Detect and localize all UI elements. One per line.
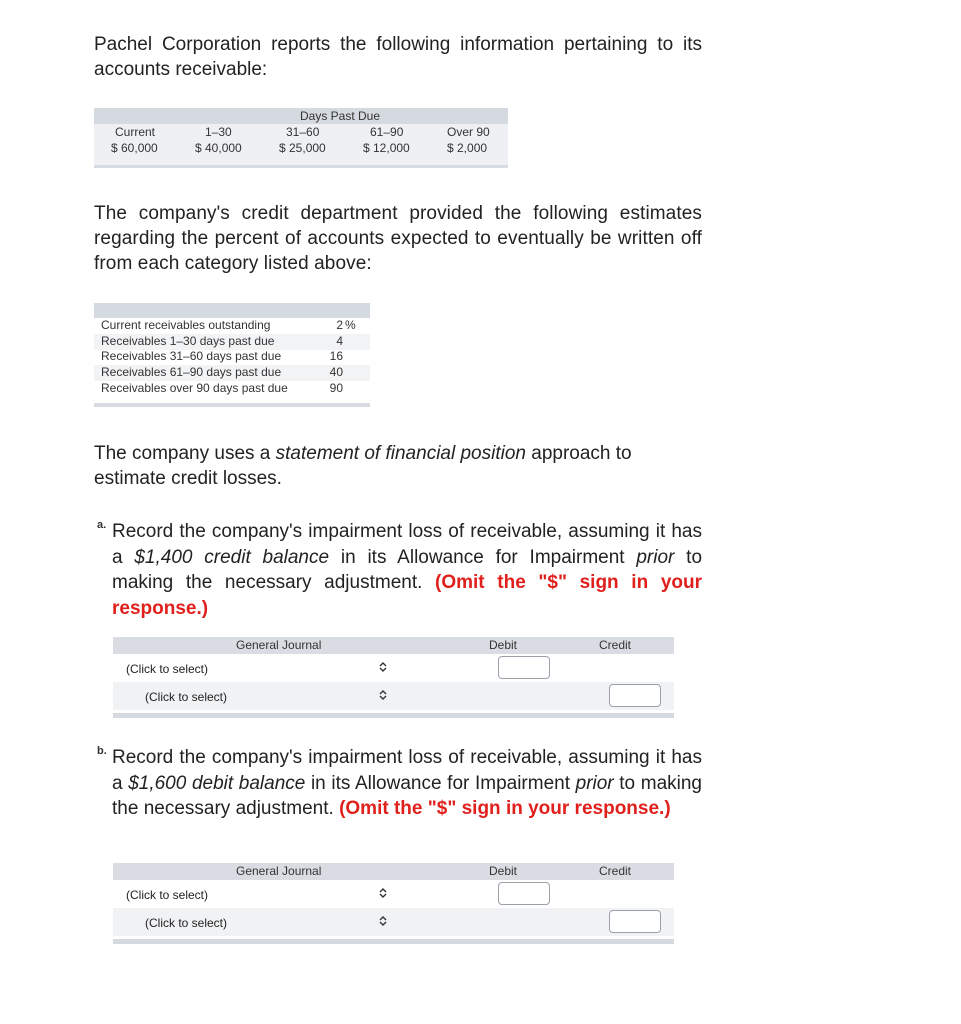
debit-input[interactable]: [498, 656, 550, 679]
estimates-table: [94, 303, 370, 407]
journal-bottom-bar: [113, 713, 674, 718]
estimate-label: Current receivables outstanding: [101, 318, 271, 332]
credit-header: Credit: [599, 638, 632, 652]
col-over-90: Over 90: [447, 125, 490, 139]
estimate-label: Receivables 61–90 days past due: [101, 365, 282, 379]
debit-header: Debit: [489, 864, 518, 878]
journal-row-debit: [113, 654, 674, 682]
journal-header: [113, 637, 674, 654]
days-past-due-header: Days Past Due: [300, 109, 381, 123]
select-placeholder: (Click to select): [126, 888, 209, 902]
chevron-updown-icon: [377, 661, 389, 673]
chevron-updown-icon: [377, 915, 389, 927]
credit-input[interactable]: [609, 910, 661, 933]
approach-text: The company uses a statement of financial position approach to estimate credit losses.: [94, 443, 632, 489]
debit-header: Debit: [489, 638, 518, 652]
journal-row-credit: [113, 908, 674, 936]
estimate-value: 40: [329, 365, 343, 379]
credit-header: Credit: [599, 864, 632, 878]
col-current: Current: [115, 125, 156, 139]
journal-table-b: [113, 863, 674, 945]
estimate-label: Receivables 1–30 days past due: [101, 334, 275, 348]
general-journal-header: General Journal: [236, 864, 322, 878]
val-over-90: $ 2,000: [447, 141, 488, 155]
debit-input[interactable]: [498, 882, 550, 905]
val-31-60: $ 25,000: [279, 141, 326, 155]
col-61-90: 61–90: [370, 125, 404, 139]
select-placeholder: (Click to select): [145, 690, 228, 704]
credit-input[interactable]: [609, 684, 661, 707]
estimate-row: [94, 381, 370, 397]
account-select[interactable]: [113, 880, 398, 908]
col-1-30: 1–30: [205, 125, 232, 139]
journal-header: [113, 863, 674, 880]
journal-row-debit: [113, 880, 674, 908]
account-select[interactable]: [113, 654, 398, 682]
estimate-label: Receivables over 90 days past due: [101, 381, 288, 395]
estimate-value: 16: [329, 349, 343, 363]
chevron-updown-icon: [377, 887, 389, 899]
select-placeholder: (Click to select): [145, 916, 228, 930]
val-current: $ 60,000: [111, 141, 158, 155]
part-b-question: Record the company's impairment loss of receivable, assuming it has a $1,600 debit balance in its Allowance for Impairment prior to making the necessary adjustment. (Omit the "$" sign in your response.): [112, 747, 702, 819]
col-31-60: 31–60: [286, 125, 320, 139]
credit-dept-text: The company's credit department provided the following estimates regarding the percent of accounts expected to eventually be written off from each category listed above:: [94, 203, 702, 274]
journal-row-credit: [113, 682, 674, 710]
select-placeholder: (Click to select): [126, 662, 209, 676]
journal-table-a: [113, 637, 674, 719]
account-select[interactable]: [113, 908, 398, 936]
intro-text: Pachel Corporation reports the following information pertaining to its accounts receivable:: [94, 34, 702, 80]
estimate-row: [94, 318, 370, 334]
chevron-updown-icon: [377, 689, 389, 701]
estimate-value: 90: [329, 381, 343, 395]
part-a-label: a.: [97, 519, 107, 531]
estimate-value: 2: [336, 318, 343, 332]
part-b-label: b.: [97, 745, 107, 757]
part-a-question: Record the company's impairment loss of receivable, assuming it has a $1,400 credit balance in its Allowance for Impairment prior to making the necessary adjustment. (Omit the "$" sign in your response.): [112, 521, 703, 619]
aging-table: [94, 108, 508, 168]
estimate-row: [94, 365, 370, 381]
estimate-unit: %: [345, 318, 356, 332]
estimate-value: 4: [336, 334, 343, 348]
estimate-row: [94, 334, 370, 350]
account-select[interactable]: [113, 682, 398, 710]
general-journal-header: General Journal: [236, 638, 322, 652]
val-61-90: $ 12,000: [363, 141, 410, 155]
estimate-label: Receivables 31–60 days past due: [101, 349, 282, 363]
val-1-30: $ 40,000: [195, 141, 242, 155]
estimates-header-band: [94, 303, 370, 318]
journal-bottom-bar: [113, 939, 674, 944]
estimate-row: [94, 349, 370, 365]
